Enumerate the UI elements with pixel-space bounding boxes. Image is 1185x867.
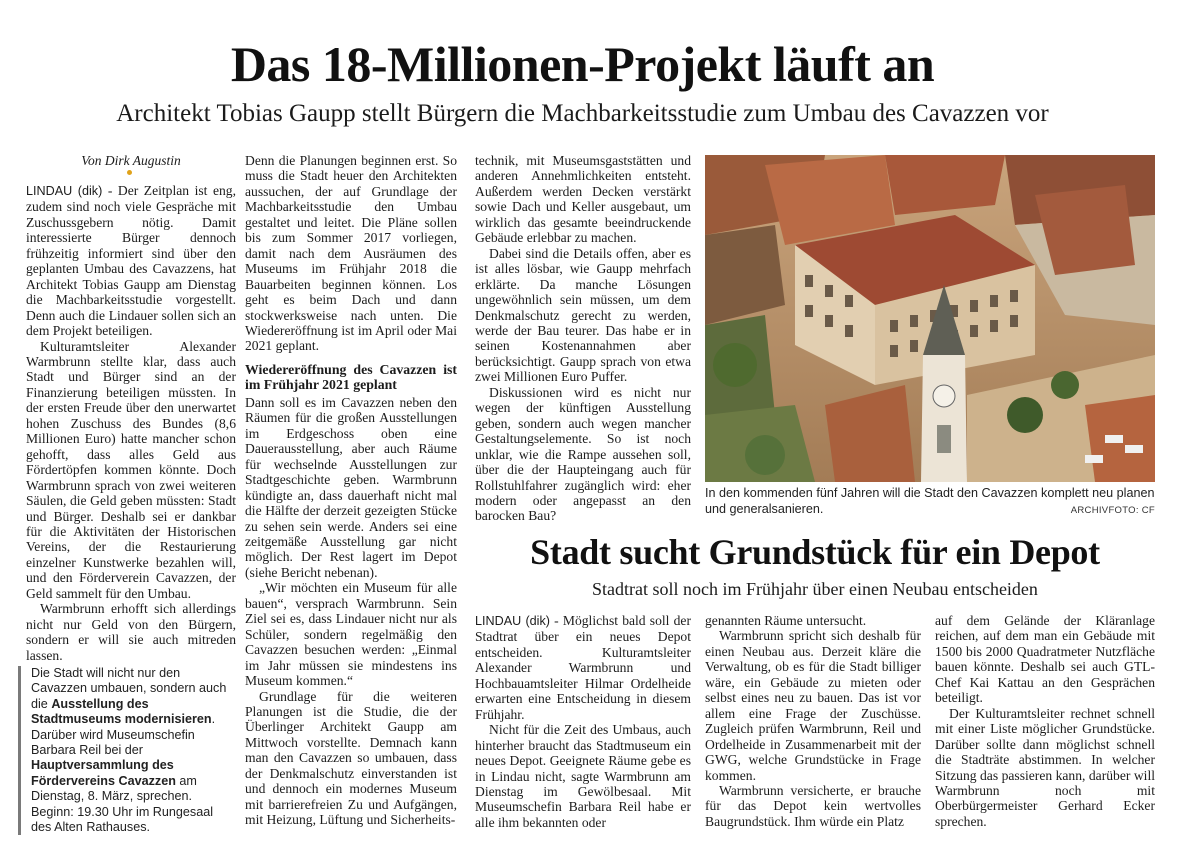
aerial-photo	[705, 155, 1155, 482]
paragraph: Warmbrunn spricht sich deshalb für einen Neubau aus. Derzeit kläre die Verwaltung, ob es für die Stadt billiger wäre, ein Gebäude zu mieten oder selbst eines neu zu bauen. Das ist vor allem eine Frage der Zuschüsse. Zugleich prüfen Warmbrunn, Reil und Ordelheide in Zusammenarbeit mit der GWG, welche Grundstücke in Frage kommen.	[705, 628, 921, 783]
headline: Das 18-Millionen-Projekt läuft an	[230, 36, 935, 92]
dateline: LINDAU (dik)	[475, 614, 550, 628]
paragraph: Warmbrunn erhofft sich allerdings nicht nur Geld von den Bürgern, sondern er will sie auch mitreden lassen.	[26, 601, 236, 663]
paragraph: Nicht für die Zeit des Umbaus, auch hinterher braucht das Stadtmuseum ein neues Depot. Geeignete Räume gebe es in Lindau nicht, sagte Warmbrunn am Dienstag im Gewölbesaal. Mit Museumschefin Barbara Reil habe er alle ihm bekannten oder	[475, 722, 691, 830]
subheadline-2: Stadtrat soll noch im Frühjahr über einen Neubau entscheiden	[592, 579, 1038, 599]
aerial-photo-illustration	[705, 155, 1155, 482]
paragraph: technik, mit Museumsgaststätten und anderen Annehmlichkeiten entsteht. Außerdem werden Decken verstärkt sowie Dach und Keller ausgebaut, um wirklich das gesamte beeindruckende Gebäude erlebbar zu machen.	[475, 153, 691, 246]
paragraph: LINDAU (dik) - Der Zeitplan ist eng, zudem sind noch viele Gespräche mit Zuschussgebern nötig. Damit interessierte Bürger dennoch frühzeitig informiert sind über den geplanten Umbau des Cavazzens, hat Architekt Tobias Gaupp am Dienstag die Machbarkeitsstudie vorgestellt. Denn auch die Lindauer sollen sich an dem Projekt beteiligen.	[26, 183, 236, 339]
paragraph: auf dem Gelände der Kläranlage reichen, auf dem man ein Gebäude mit 1500 bis 2000 Quadratmeter Nutzfläche bauen könnte. Deshalb sei auch GTL-Chef Kai Kattau an den Gesprächen beteiligt.	[935, 613, 1155, 706]
article1-column-2	[245, 153, 457, 828]
dateline: LINDAU (dik)	[26, 184, 103, 198]
byline: Von Dirk Augustin	[81, 153, 181, 168]
info-box: Die Stadt will nicht nur den Cavazzen umbauen, sondern auch die Ausstellung des Stadtmuseums modernisieren. Darüber wird Museumschefin Barbara Reil bei der Hauptversammlung des Fördervereins Cavazzen am Dienstag, 8. März, sprechen. Beginn: 19.30 Uhr im Rungesaal des Alten Rathauses.	[18, 666, 236, 835]
article2-column-1	[475, 613, 691, 830]
paragraph: LINDAU (dik) - Möglichst bald soll der Stadtrat über ein neues Depot entscheiden. Kulturamtsleiter Alexander Warmbrunn und Hochbauamtsleiter Hilmar Ordelheide erwarten eine Entscheidung in diesem Frühjahr.	[475, 613, 691, 722]
paragraph: „Wir möchten ein Museum für alle bauen“, versprach Warmbrunn. Sein Ziel sei es, dass Lindauer nicht nur als Schüler, sondern regelmäßig den Cavazzen besuchen werden: „Einmal im Jahr müssen sie mindestens ins Museum kommen.“	[245, 580, 457, 689]
subheadline: Architekt Tobias Gaupp stellt Bürgern die Machbarkeitsstudie zum Umbau des Cavazzen vor	[116, 100, 1049, 127]
crosshead: Wiedereröffnung des Cavazzen ist im Frühjahr 2021 geplant	[245, 361, 457, 393]
article1-column-1	[26, 183, 236, 663]
article1-column-3	[475, 153, 691, 524]
photo-caption: In den kommenden fünf Jahren will die Stadt den Cavazzen komplett neu planen und generalsanieren.	[705, 486, 1155, 516]
paragraph: Dann soll es im Cavazzen neben den Räumen für die großen Ausstellungen im Erdgeschoss oben eine Dauerausstellung, aber auch Räume für wechselnde Ausstellungen zur Stadtgeschichte geben. Warmbrunn kündigte an, dass dauerhaft nicht mal die Hälfte der derzeit gezeigten Stücke zu sehen sein werde. Anders sei eine zeitgemäße Ausstellung gar nicht möglich. Der Rest lagert im Depot (siehe Bericht nebenan).	[245, 394, 457, 580]
photo-credit: ARCHIVFOTO: CF	[1070, 505, 1155, 516]
article2-column-3	[935, 613, 1155, 829]
headline-2: Stadt sucht Grundstück für ein Depot	[530, 532, 1100, 572]
byline-dot-icon	[127, 170, 132, 175]
paragraph: Diskussionen wird es nicht nur wegen der künftigen Ausstellung geben, sondern auch wegen mancher Gestaltungselemente. So ist noch unklar, wie die Rampe aussehen soll, über die der Haupteingang auch für Rollstuhlfahrer zugänglich wird: eher modern oder angepasst an den barocken Bau?	[475, 384, 691, 524]
article2-column-2	[705, 613, 921, 829]
paragraph: Kulturamtsleiter Alexander Warmbrunn stellte klar, dass auch Stadt und Bürger sind an der Finanzierung beteiligen müssten. In der ersten Freude über den unerwartet hohen Zuschuss des Bundes (8,6 Millionen Euro) hatte mancher schon gehofft, dass alles Geld aus Fördertöpfen kommen könnte. Doch Warmbrunn sprach von zwei weiteren Säulen, die Geld geben müssten: Stadt und Bürger. Deshalb sei er dankbar für die Aktivitäten der Historischen Vereins, der die Restaurierung einzelner Kunstwerke bezahlen will, und den Förderverein Cavazzen, der Geld sammelt für den Umbau.	[26, 338, 236, 601]
paragraph: Denn die Planungen beginnen erst. So muss die Stadt heuer den Architekten aussuchen, der auf Grundlage der Machbarkeitsstudie den Umbau gestaltet und leitet. Die Pläne sollen bis zum Sommer 2017 vorliegen, damit nach dem Ausräumen des Museums im Frühjahr 2018 die Bauarbeiten beginnen können. Los geht es beim Dach und dann stockwerksweise nach unten. Die Wiedereröffnung ist im April oder Mai 2021 geplant.	[245, 153, 457, 354]
paragraph: Dabei sind die Details offen, aber es ist alles lösbar, wie Gaupp mehrfach erklärte. Da manche Lösungen ungewöhnlich sein müssen, um dem Denkmalschutz gerecht zu werden, werde der Bau teurer. Das habe er in seinen Kostenannahmen aber berücksichtigt. Gaupp sprach von etwa zwei Millionen Euro Puffer.	[475, 245, 691, 385]
paragraph: Der Kulturamtsleiter rechnet schnell mit einer Liste möglicher Grundstücke. Darüber sollte dann möglichst schnell die Stadträte abstimmen. In welcher Sitzung das passieren kann, darüber will Warmbrunn noch mit Oberbürgermeister Gerhard Ecker sprechen.	[935, 705, 1155, 829]
paragraph: Grundlage für die weiteren Planungen ist die Studie, die der Überlinger Architekt Gaupp am Mittwoch vorstellte. Demnach kann man den Cavazzen so umbauen, dass der Denkmalschutz einverstanden ist und dennoch ein modernes Museum mit barrierefreien Zu und Aufgängen, mit Heizung, Lüftung und Sicherheits-	[245, 688, 457, 828]
paragraph: Warmbrunn versicherte, er brauche für das Depot kein wertvolles Baugrundstück. Ihm würde ein Platz	[705, 782, 921, 829]
paragraph: genannten Räume untersucht.	[705, 613, 867, 628]
